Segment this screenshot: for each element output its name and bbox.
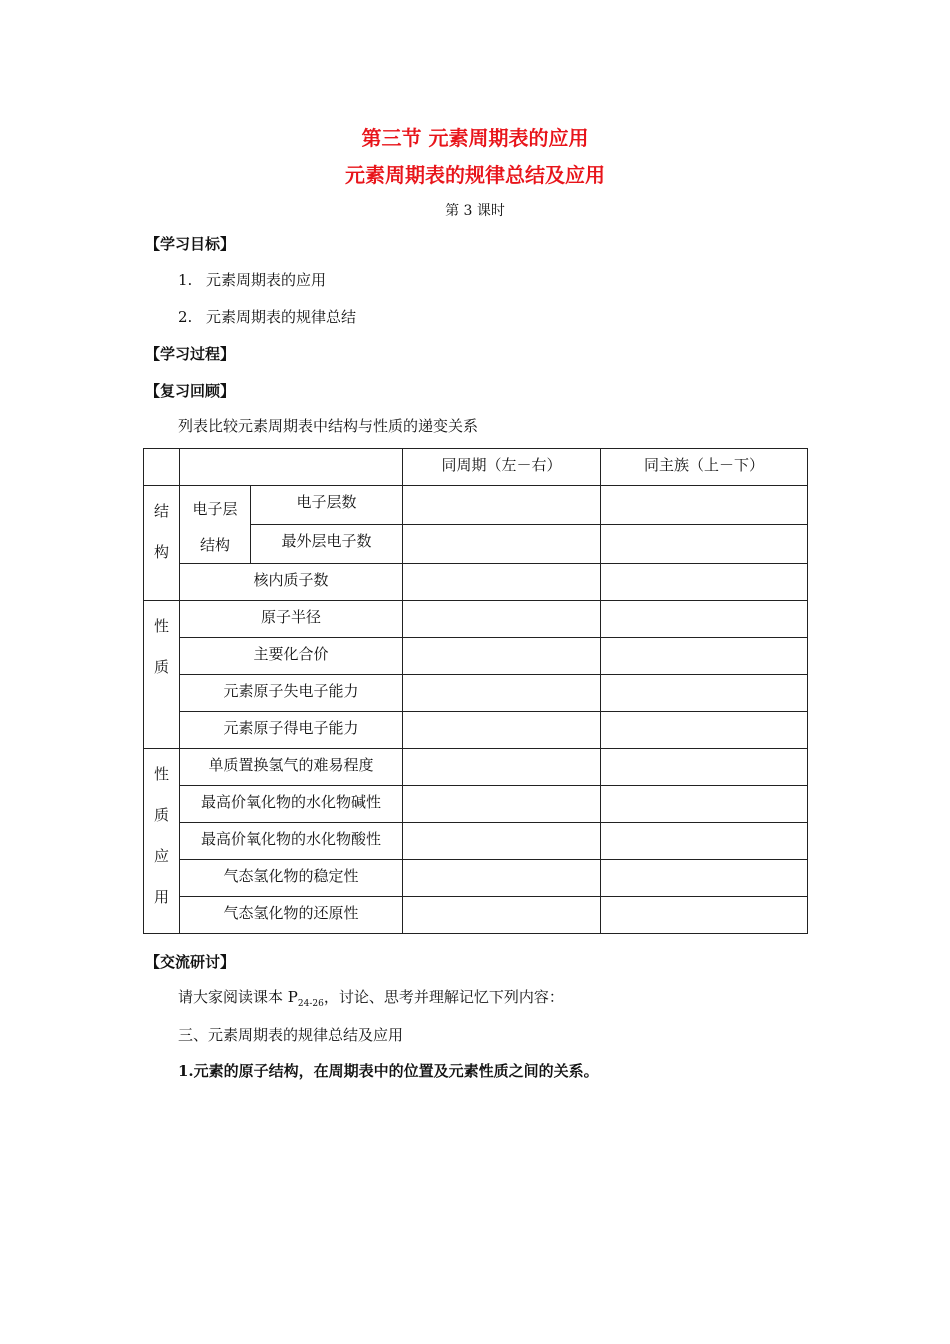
row-label-radius: 原子半径 bbox=[180, 601, 403, 638]
row-label-outer-electrons: 最外层电子数 bbox=[251, 525, 403, 564]
table-row bbox=[144, 675, 808, 712]
group-label-application: 性 质 应 用 bbox=[144, 749, 180, 934]
title-line-1: 第三节 元素周期表的应用 bbox=[361, 126, 589, 150]
answer-cell[interactable] bbox=[403, 638, 601, 675]
table-row bbox=[144, 712, 808, 749]
table-row bbox=[144, 823, 808, 860]
answer-cell[interactable] bbox=[403, 712, 601, 749]
answer-cell[interactable] bbox=[601, 860, 808, 897]
table-row bbox=[144, 786, 808, 823]
table-header-blank bbox=[180, 449, 403, 486]
answer-cell[interactable] bbox=[601, 525, 808, 564]
answer-cell[interactable] bbox=[403, 564, 601, 601]
table-row bbox=[144, 564, 808, 601]
answer-cell[interactable] bbox=[601, 675, 808, 712]
row-label-lose-electron: 元素原子失电子能力 bbox=[180, 675, 403, 712]
row-label-basicity: 最高价氧化物的水化物碱性 bbox=[180, 786, 403, 823]
title-line-2: 元素周期表的规律总结及应用 bbox=[345, 163, 605, 187]
answer-cell[interactable] bbox=[601, 486, 808, 525]
point-1: 1.元素的原子结构，在周期表中的位置及元素性质之间的关系。 bbox=[178, 1062, 599, 1080]
row-label-reducibility: 气态氢化物的还原性 bbox=[180, 897, 403, 934]
answer-cell[interactable] bbox=[601, 712, 808, 749]
section-heading: 三、元素周期表的规律总结及应用 bbox=[178, 1026, 404, 1044]
table-row bbox=[144, 897, 808, 934]
table-row bbox=[144, 860, 808, 897]
table-row bbox=[144, 486, 808, 525]
objective-num-1: 1. bbox=[178, 271, 193, 289]
table-row bbox=[144, 638, 808, 675]
review-heading: 【复习回顾】 bbox=[145, 382, 236, 400]
answer-cell[interactable] bbox=[403, 525, 601, 564]
shell-structure-label: 电子层 结构 bbox=[180, 486, 251, 564]
table-row bbox=[144, 749, 808, 786]
objective-item-1 bbox=[178, 269, 326, 290]
lesson-number: 第 3 课时 bbox=[445, 203, 505, 219]
objective-num-2: 2. bbox=[178, 308, 193, 326]
table-row bbox=[144, 601, 808, 638]
answer-cell[interactable] bbox=[403, 860, 601, 897]
answer-cell[interactable] bbox=[403, 675, 601, 712]
row-label-hydrogen: 单质置换氢气的难易程度 bbox=[180, 749, 403, 786]
answer-cell[interactable] bbox=[601, 786, 808, 823]
review-intro: 列表比较元素周期表中结构与性质的递变关系 bbox=[178, 417, 479, 435]
group-label-structure: 结 构 bbox=[144, 486, 180, 601]
col-header-period: 同周期（左－右） bbox=[403, 449, 601, 486]
answer-cell[interactable] bbox=[403, 486, 601, 525]
answer-cell[interactable] bbox=[601, 564, 808, 601]
reading-instruction: 请大家阅读课本 $P_{24-26}$，讨论、思考并理解记忆下列内容： bbox=[178, 988, 564, 1009]
answer-cell[interactable] bbox=[601, 823, 808, 860]
table-corner-cell bbox=[144, 449, 180, 486]
process-heading: 【学习过程】 bbox=[145, 345, 236, 363]
answer-cell[interactable] bbox=[403, 897, 601, 934]
row-label-acidity: 最高价氧化物的水化物酸性 bbox=[180, 823, 403, 860]
answer-cell[interactable] bbox=[403, 749, 601, 786]
answer-cell[interactable] bbox=[403, 823, 601, 860]
answer-cell[interactable] bbox=[601, 601, 808, 638]
discussion-heading: 【交流研讨】 bbox=[145, 953, 236, 971]
objectives-heading: 【学习目标】 bbox=[145, 235, 236, 253]
objective-text-1: 元素周期表的应用 bbox=[206, 271, 327, 289]
page-range: 24-26 bbox=[297, 999, 324, 1009]
answer-cell[interactable] bbox=[403, 601, 601, 638]
comparison-table bbox=[143, 448, 808, 934]
answer-cell[interactable] bbox=[403, 786, 601, 823]
col-header-group: 同主族（上－下） bbox=[601, 449, 808, 486]
answer-cell[interactable] bbox=[601, 749, 808, 786]
answer-cell[interactable] bbox=[601, 897, 808, 934]
row-label-valence: 主要化合价 bbox=[180, 638, 403, 675]
row-label-shell-count: 电子层数 bbox=[251, 486, 403, 525]
objective-item-2 bbox=[178, 306, 356, 327]
table-header-row bbox=[144, 449, 808, 486]
answer-cell[interactable] bbox=[601, 638, 808, 675]
group-label-property: 性 质 bbox=[144, 601, 180, 749]
objective-text-2: 元素周期表的规律总结 bbox=[206, 308, 357, 326]
row-label-nuclear-charge: 核内质子数 bbox=[180, 564, 403, 601]
row-label-stability: 气态氢化物的稳定性 bbox=[180, 860, 403, 897]
row-label-gain-electron: 元素原子得电子能力 bbox=[180, 712, 403, 749]
